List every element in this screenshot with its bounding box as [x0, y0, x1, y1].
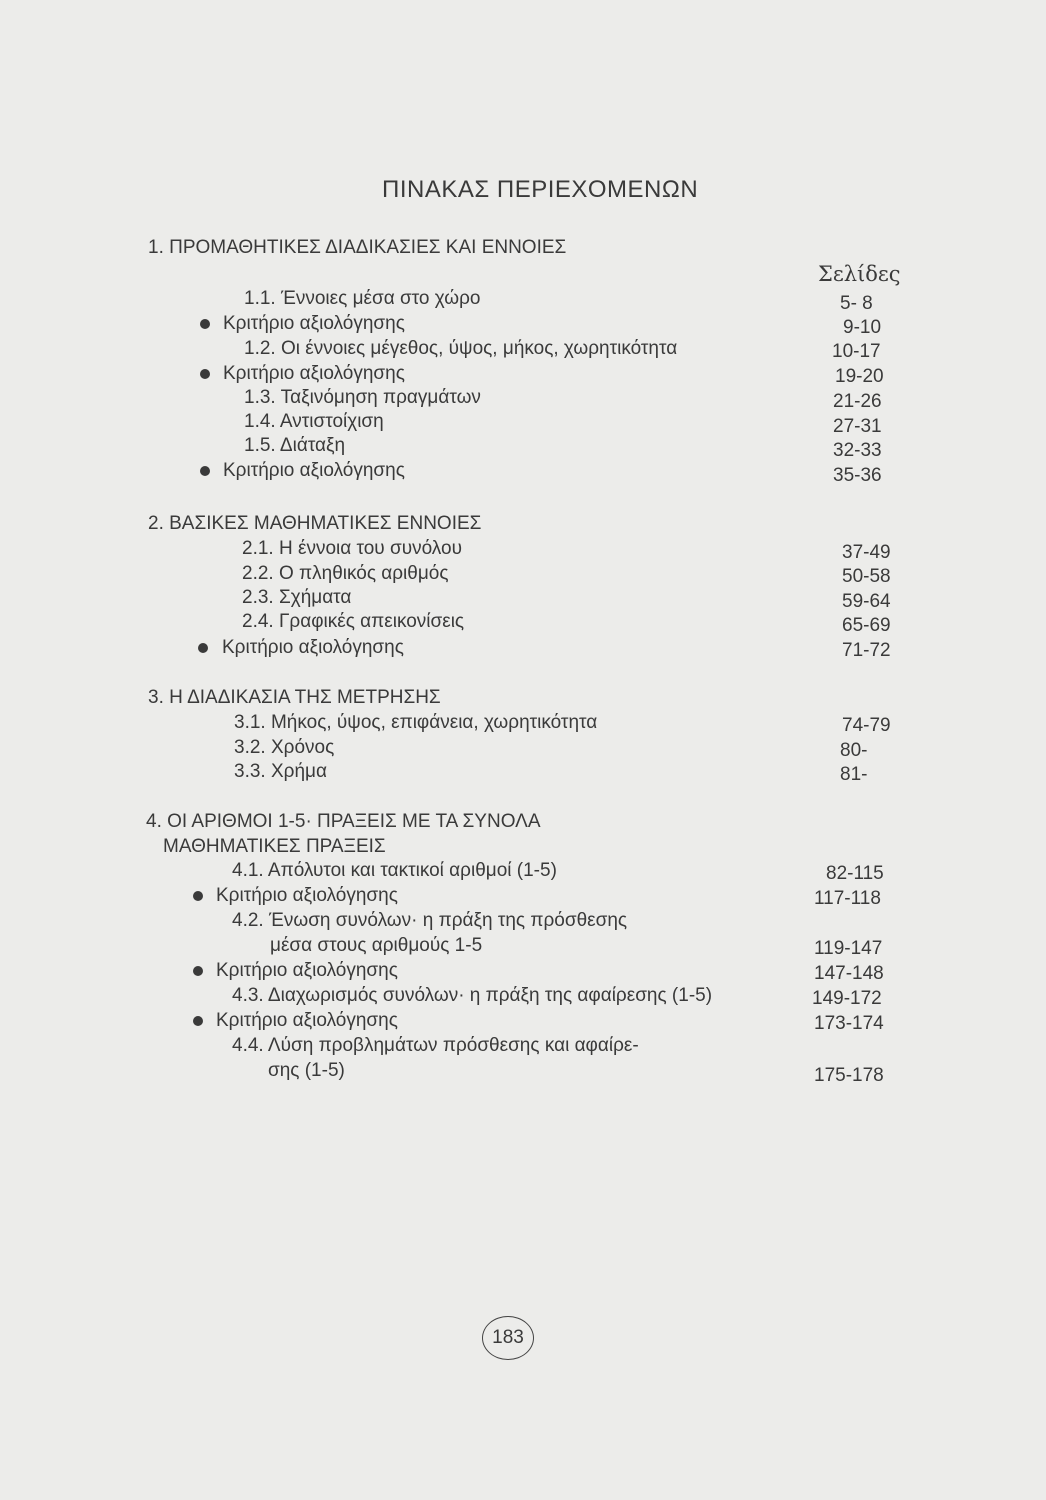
bullet-icon — [193, 1016, 203, 1026]
toc-entry-pages: 9-10 — [843, 317, 882, 338]
toc-entry-pages: 65-69 — [842, 615, 891, 636]
toc-entry: 2.3. Σχήματα — [242, 587, 352, 608]
toc-entry: Κριτήριο αξιολόγησης — [223, 313, 405, 334]
bullet-icon — [198, 643, 208, 653]
toc-entry-pages: 50-58 — [842, 566, 891, 587]
toc-entry: 2.2. Ο πληθικός αριθμός — [242, 563, 449, 584]
toc-entry: Κριτήριο αξιολόγησης — [223, 460, 405, 481]
toc-entry: 1.1. Έννοιες μέσα στο χώρο — [244, 288, 481, 309]
toc-entry: 3.1. Μήκος, ύψος, επιφάνεια, χωρητικότητα — [234, 712, 598, 733]
toc-entry: 2.4. Γραφικές απεικονίσεις — [242, 611, 465, 632]
toc-entry: Κριτήριο αξιολόγησης — [216, 960, 398, 981]
toc-entry: 3.3. Χρήμα — [234, 761, 327, 782]
toc-entry-pages: 19-20 — [835, 366, 884, 387]
toc-entry-pages: 37-49 — [842, 542, 891, 563]
bullet-icon — [200, 319, 210, 329]
section-heading: 4. ΟΙ ΑΡΙΘΜΟΙ 1-5· ΠΡΑΞΕΙΣ ΜΕ ΤΑ ΣΥΝΟΛΑ — [146, 811, 541, 832]
toc-entry-pages: 71-72 — [842, 640, 891, 661]
toc-entry-pages: 147-148 — [814, 963, 884, 984]
toc-entry-pages: 149-172 — [812, 988, 882, 1009]
toc-entry-pages: 21-26 — [833, 391, 882, 412]
bullet-icon — [200, 466, 210, 476]
toc-entry: 3.2. Χρόνος — [234, 737, 335, 758]
toc-entry: 4.4. Λύση προβλημάτων πρόσθεσης και αφαίρε- — [232, 1035, 639, 1056]
toc-entry-pages: 119-147 — [814, 938, 883, 959]
toc-entry: 1.3. Ταξινόμηση πραγμάτων — [244, 387, 481, 408]
page-title: ΠΙΝΑΚΑΣ ΠΕΡΙΕΧΟΜΕΝΩΝ — [382, 176, 699, 203]
bullet-icon — [193, 966, 203, 976]
toc-entry: Κριτήριο αξιολόγησης — [216, 1010, 398, 1031]
toc-entry-pages: 35-36 — [833, 465, 882, 486]
toc-entry: Κριτήριο αξιολόγησης — [216, 885, 398, 906]
pages-column-header: Σελίδες — [818, 262, 901, 286]
toc-entry-pages: 5- 8 — [840, 293, 873, 314]
toc-entry-pages: 10-17 — [832, 341, 881, 362]
toc-entry-continuation: μέσα στους αριθμούς 1-5 — [270, 935, 483, 956]
toc-entry: 4.2. Ένωση συνόλων· η πράξη της πρόσθεσης — [232, 910, 628, 931]
bullet-icon — [193, 891, 203, 901]
toc-entry-pages: 27-31 — [833, 416, 882, 437]
page-number: 183 — [482, 1316, 534, 1360]
toc-entry-pages: 32-33 — [833, 440, 882, 461]
toc-entry: 4.1. Απόλυτοι και τακτικοί αριθμοί (1-5) — [232, 860, 557, 881]
toc-entry: 4.3. Διαχωρισμός συνόλων· η πράξη της αφαίρεσης (1-5) — [232, 985, 713, 1006]
section-heading: 1. ΠΡΟΜΑΘΗΤΙΚΕΣ ΔΙΑΔΙΚΑΣΙΕΣ ΚΑΙ ΕΝΝΟΙΕΣ — [148, 237, 567, 258]
section-heading-line2: ΜΑΘΗΜΑΤΙΚΕΣ ΠΡΑΞΕΙΣ — [163, 836, 386, 857]
toc-entry-pages: 117-118 — [814, 888, 881, 909]
toc-entry: 1.4. Αντιστοίχιση — [244, 411, 384, 432]
toc-entry-pages: 173-174 — [814, 1013, 884, 1034]
toc-entry: Κριτήριο αξιολόγησης — [223, 363, 405, 384]
toc-entry: 1.5. Διάταξη — [244, 435, 346, 456]
section-heading: 2. ΒΑΣΙΚΕΣ ΜΑΘΗΜΑΤΙΚΕΣ ΕΝΝΟΙΕΣ — [148, 513, 482, 534]
toc-entry-pages: 80- — [840, 740, 868, 761]
bullet-icon — [200, 369, 210, 379]
toc-entry-pages: 74-79 — [842, 715, 891, 736]
toc-entry-pages: 82-115 — [826, 863, 884, 884]
toc-entry: 2.1. Η έννοια του συνόλου — [242, 538, 462, 559]
toc-entry-pages: 59-64 — [842, 591, 891, 612]
toc-entry-pages: 175-178 — [814, 1065, 884, 1086]
toc-entry-continuation: σης (1-5) — [268, 1060, 345, 1081]
section-heading: 3. Η ΔΙΑΔΙΚΑΣΙΑ ΤΗΣ ΜΕΤΡΗΣΗΣ — [148, 687, 441, 708]
toc-entry: 1.2. Οι έννοιες μέγεθος, ύψος, μήκος, χωρητικότητα — [244, 338, 678, 359]
toc-entry: Κριτήριο αξιολόγησης — [222, 637, 404, 658]
toc-entry-pages: 81- — [840, 764, 868, 785]
